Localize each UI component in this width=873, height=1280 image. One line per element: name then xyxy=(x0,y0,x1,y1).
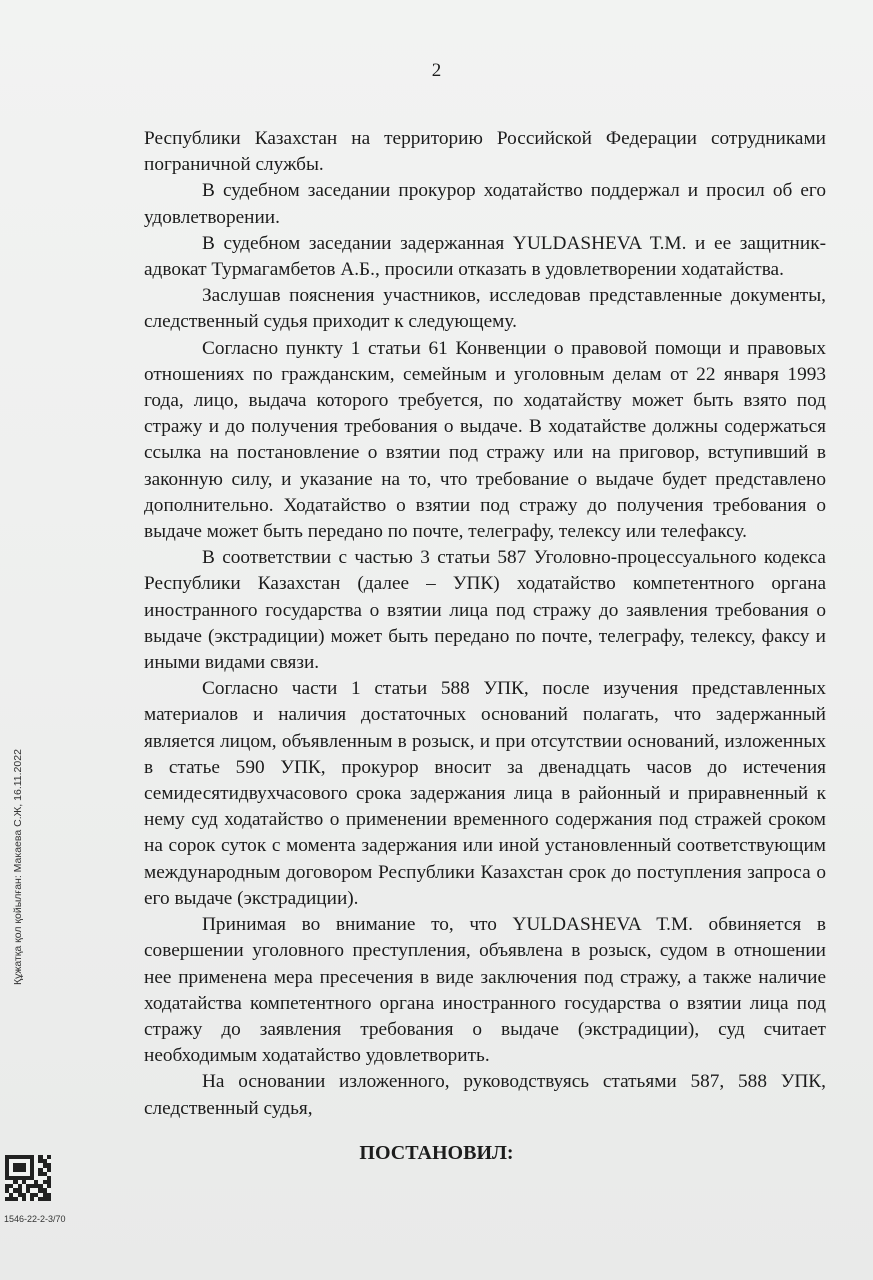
paragraph: Согласно пункту 1 статьи 61 Конвенции о правовой помощи и правовых отношениях по гражданским, семейным и уголовным делам от 22 января 1993 года, лицо, выдача которого требуется, по ходатайству может быть взято под стражу и до получения требования о выдаче. В ходатайстве должны содержаться ссылка на постановление о взятии под стражу или на приговор, вступивший в законную силу, и указание на то, что требование о выдаче будет представлено дополнительно. Ходатайство о взятии под стражу до получения требования о выдаче может быть передано по почте, телеграфу, телексу или телефаксу. xyxy=(144,337,826,543)
document-code: 1546-22-2-3/70 xyxy=(4,1214,66,1224)
paragraph: В судебном заседании задержанная YULDASHEVA Т.М. и ее защитник-адвокат Турмагамбетов А.Б., просили отказать в удовлетворении ходатайства. xyxy=(144,232,826,281)
document-body xyxy=(144,126,826,1122)
paragraph: В соответствии с частью 3 статьи 587 Уголовно-процессуального кодекса Республики Казахстан (далее – УПК) ходатайство компетентного органа иностранного государства о взятии лица под стражу до заявления требования о выдаче (экстрадиции) может быть передано по почте, телеграфу, телексу, факсу и иными видами связи. xyxy=(144,547,826,674)
qr-code-icon xyxy=(5,1155,51,1201)
paragraph: Согласно части 1 статьи 588 УПК, после изучения представленных материалов и наличия достаточных оснований полагать, что задержанный является лицом, объявленным в розыск, и при отсутствии оснований, изложенных в статье 590 УПК, прокурор вносит за двенадцать часов до истечения семидесятидвухчасового срока задержания лица в районный и приравненный к нему суд ходатайство о применении временного содержания под стражей сроком на сорок суток с момента задержания или иной установленный соответствующим международным договором Республики Казахстан срок до поступления запроса о его выдаче (экстрадиции). xyxy=(144,678,826,909)
paragraph: Республики Казахстан на территорию Российской Федерации сотрудниками пограничной службы. xyxy=(144,128,826,176)
paragraph: Принимая во внимание то, что YULDASHEVA Т.М. обвиняется в совершении уголовного преступления, объявлена в розыск, судом в отношении нее применена мера пресечения в виде заключения под стражу, а также наличие ходатайства компетентного органа иностранного государства о взятии лица под стражу до заявления требования о выдаче (экстрадиции), суд считает необходимым ходатайство удовлетворить. xyxy=(144,914,826,1067)
paragraph: В судебном заседании прокурор ходатайство поддержал и просил об его удовлетворении. xyxy=(144,180,826,228)
decision-heading: ПОСТАНОВИЛ: xyxy=(359,1142,514,1164)
page-number: 2 xyxy=(431,60,442,81)
signature-stamp: Құжатқа қол қойылған: Макаева С.Ж, 16.11.2022 xyxy=(12,749,24,985)
paragraph: Заслушав пояснения участников, исследовав представленные документы, следственный судья приходит к следующему. xyxy=(144,285,826,333)
paragraph: На основании изложенного, руководствуясь статьями 587, 588 УПК, следственный судья, xyxy=(144,1071,826,1119)
